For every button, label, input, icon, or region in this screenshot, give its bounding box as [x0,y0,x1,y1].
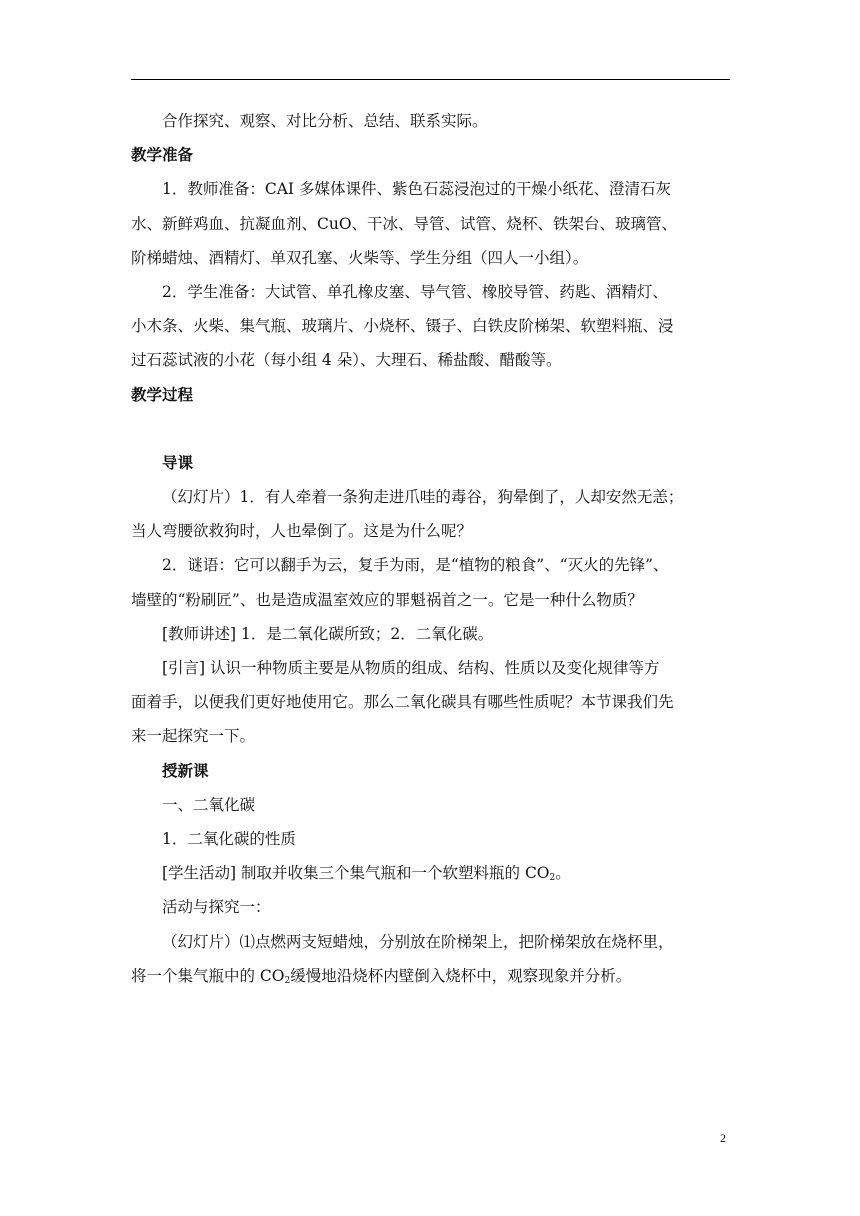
activity-heading: 活动与探究一： [162,898,271,917]
document-body [131,104,731,993]
student-preparation-paragraph [131,275,731,378]
lesson-intro-heading: 导课 [162,453,194,472]
paragraph-line: [引言] 认识一种物质主要是从物质的组成、结构、性质以及变化规律等方 [162,659,660,677]
teaching-preparation-heading: 教学准备 [131,146,194,165]
new-lesson-heading: 授新课 [162,761,209,780]
teacher-explanation-text: [教师讲述] 1．是二氧化碳所致；2．二氧化碳。 [162,624,494,643]
experiment-text-start: 将一个集气瓶中的 CO [131,966,285,985]
slide-question-paragraph [131,480,731,548]
paragraph-line: 阶梯蜡烛、酒精灯、单双孔塞、火柴等、学生分组（四人一小组）。 [131,248,589,267]
paragraph-line: 过石蕊试液的小花（每小组 4 朵）、大理石、稀盐酸、醋酸等。 [131,351,562,370]
paragraph-line: 水、新鲜鸡血、抗凝血剂、CuO、干冰、导管、试管、烧杯、铁架台、玻璃管、 [131,214,678,233]
paragraph-line [131,959,731,993]
paragraph-line: 当人弯腰欲救狗时，人也晕倒了。这是为什么呢？ [131,522,473,541]
paragraph-line: 墙壁的“粉刷匠”、也是造成温室效应的罪魁祸首之一。它是一种什么物质？ [131,590,643,609]
paragraph-line: 面着手，以便我们更好地使用它。那么二氧化碳具有哪些性质呢？本节课我们先 [131,693,674,712]
subscript-two: 2 [284,975,291,986]
teaching-process-heading: 教学过程 [131,385,194,404]
paragraph-line: （幻灯片）1．有人牵着一条狗走进爪哇的毒谷，狗晕倒了，人却安然无恙； [162,488,684,507]
paragraph-line: 来一起探究一下。 [131,727,256,746]
riddle-paragraph [131,548,731,616]
subsection-heading: 1．二氧化碳的性质 [162,829,296,848]
subscript-two: 2 [549,873,556,884]
section-heading: 一、二氧化碳 [162,795,256,814]
experiment-text-end: 缓慢地沿烧杯内壁倒入烧杯中，观察现象并分析。 [290,966,632,985]
blank-line [131,412,731,446]
teaching-methods-text: 合作探究、观察、对比分析、总结、联系实际。 [162,112,488,130]
student-activity-main: [学生活动] 制取并收集三个集气瓶和一个软塑料瓶的 CO [162,864,550,883]
experiment-paragraph [131,925,731,993]
paragraph-line: 2．学生准备：大试管、单孔橡皮塞、导气管、橡胶导管、药匙、酒精灯、 [162,282,668,301]
paragraph-line: 小木条、火柴、集气瓶、玻璃片、小烧杯、镊子、白铁皮阶梯架、软塑料瓶、浸 [131,317,674,336]
paragraph-line: 2．谜语：它可以翻手为云，复手为雨，是“植物的粮食”、“灭火的先锋”、 [162,556,669,575]
student-activity-end: 。 [555,864,571,883]
header-rule [131,79,730,80]
teacher-preparation-paragraph [131,172,731,275]
student-activity-text [131,856,731,890]
lead-in-paragraph [131,651,731,754]
paragraph-line: 1．教师准备：CAI 多媒体课件、紫色石蕊浸泡过的干燥小纸花、澄清石灰 [162,180,671,199]
page-number: 2 [720,1131,726,1145]
paragraph-line: （幻灯片）⑴点燃两支短蜡烛，分别放在阶梯架上，把阶梯架放在烧杯里， [162,932,674,951]
